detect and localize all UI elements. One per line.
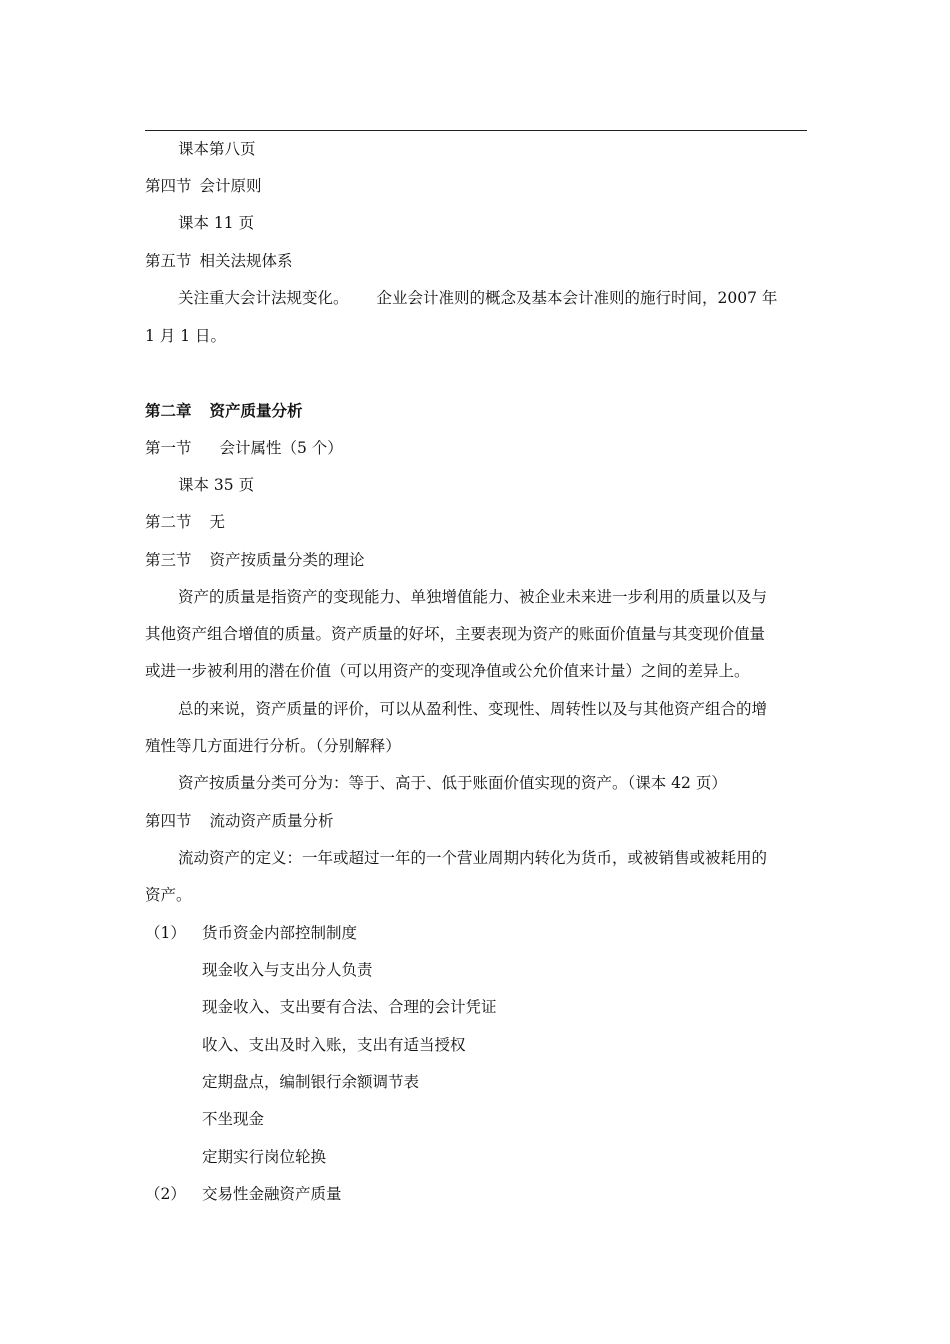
text: 定期实行岗位轮换 <box>202 1148 327 1166</box>
header-rule <box>145 130 807 131</box>
paragraph-line <box>178 773 727 793</box>
text: 现金收入与支出分人负责 <box>202 961 373 979</box>
section-number: 第五节 <box>145 252 192 270</box>
section-heading <box>145 176 262 196</box>
numbered-item <box>145 923 357 943</box>
numbered-item <box>145 1184 342 1204</box>
item-number: （1） <box>145 924 186 942</box>
list-item <box>202 1035 466 1055</box>
section-heading <box>145 512 225 532</box>
section-number: 第一节 <box>145 439 192 457</box>
chapter-number: 第二章 <box>145 402 192 420</box>
text: 流动资产的定义：一年或超过一年的一个营业周期内转化为货币，或被销售或被耗用的 <box>178 849 768 867</box>
text: 1 月 1 日。 <box>145 327 227 345</box>
paragraph-line <box>145 885 192 905</box>
text: 定期盘点，编制银行余额调节表 <box>202 1073 420 1091</box>
text: 其他资产组合增值的质量。资产质量的好坏，主要表现为资产的账面价值量与其变现价值量 <box>145 625 766 643</box>
text: 企业会计准则的概念及基本会计准则的施行时间，2007 年 <box>376 289 778 307</box>
section-number: 第四节 <box>145 812 192 830</box>
text: 关注重大会计法规变化。 <box>178 289 349 307</box>
text: 殖性等几方面进行分析。（分别解释） <box>145 737 401 755</box>
section-title: 流动资产质量分析 <box>209 812 334 830</box>
text-line <box>178 139 256 159</box>
paragraph-line <box>145 326 226 346</box>
chapter-title: 资产质量分析 <box>209 402 303 420</box>
text: 课本第八页 <box>178 140 256 158</box>
section-number: 第二节 <box>145 513 192 531</box>
section-title: 会计原则 <box>199 177 262 195</box>
section-title: 无 <box>209 513 226 531</box>
section-title: 会计属性（5 个） <box>219 439 343 457</box>
item-title: 交易性金融资产质量 <box>202 1185 342 1203</box>
text: 现金收入、支出要有合法、合理的会计凭证 <box>202 998 497 1016</box>
section-title: 相关法规体系 <box>199 252 293 270</box>
text: 资产。 <box>145 886 192 904</box>
text: 或进一步被利用的潜在价值（可以用资产的变现净值或公允价值来计量）之间的差异上。 <box>145 662 750 680</box>
paragraph-line <box>178 699 767 719</box>
text-line <box>178 475 254 495</box>
text: 收入、支出及时入账，支出有适当授权 <box>202 1036 466 1054</box>
text: 资产的质量是指资产的变现能力、单独增值能力、被企业未来进一步利用的质量以及与 <box>178 588 768 606</box>
text: 课本 35 页 <box>178 476 255 494</box>
list-item <box>202 1109 264 1129</box>
paragraph-line <box>145 736 401 756</box>
section-number: 第三节 <box>145 551 192 569</box>
section-title: 资产按质量分类的理论 <box>209 551 365 569</box>
text: 资产按质量分类可分为：等于、高于、低于账面价值实现的资产。（课本 42 页） <box>178 774 727 792</box>
item-title: 货币资金内部控制制度 <box>202 924 358 942</box>
section-heading <box>145 550 365 570</box>
list-item <box>202 997 497 1017</box>
paragraph-line <box>178 288 777 308</box>
chapter-heading <box>145 401 303 421</box>
text: 总的来说，资产质量的评价，可以从盈利性、变现性、周转性以及与其他资产组合的增 <box>178 700 768 718</box>
item-number: （2） <box>145 1185 186 1203</box>
paragraph-line <box>145 624 765 644</box>
paragraph-line <box>178 848 767 868</box>
text: 不坐现金 <box>202 1110 265 1128</box>
paragraph-line <box>178 587 767 607</box>
section-heading <box>145 811 334 831</box>
list-item <box>202 960 373 980</box>
section-heading <box>145 251 293 271</box>
text: 课本 11 页 <box>178 214 255 232</box>
section-number: 第四节 <box>145 177 192 195</box>
text-line <box>178 213 254 233</box>
section-heading <box>145 438 343 458</box>
list-item <box>202 1147 326 1167</box>
list-item <box>202 1072 419 1092</box>
paragraph-line <box>145 661 750 681</box>
